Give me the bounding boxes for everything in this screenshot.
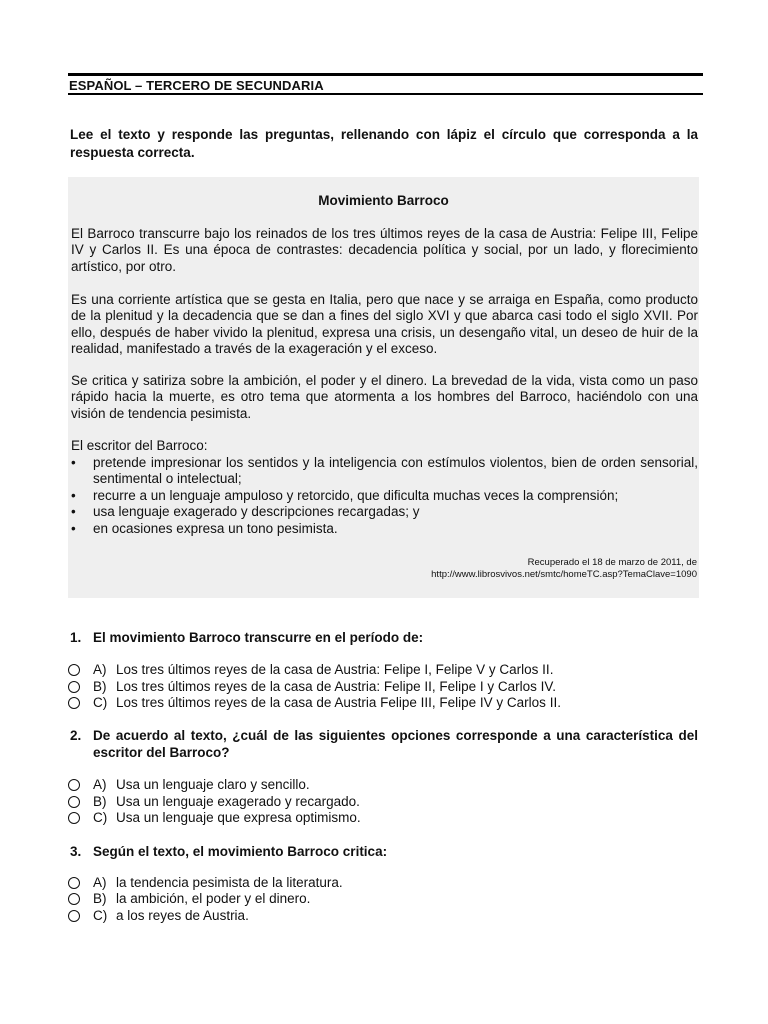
radio-circle-icon[interactable] (68, 664, 80, 676)
list-item: • en ocasiones expresa un tono pesimista. (71, 521, 698, 537)
reading-paragraph-4: El escritor del Barroco: (71, 438, 208, 453)
radio-circle-icon[interactable] (68, 697, 80, 709)
radio-circle-icon[interactable] (68, 681, 80, 693)
option-text: Usa un lenguaje que expresa optimismo. (116, 810, 361, 825)
source-citation (431, 557, 697, 581)
option-letter: C) (93, 810, 108, 825)
source-line-1: Recuperado el 18 de marzo de 2011, de (527, 557, 697, 568)
option-text: Usa un lenguaje claro y sencillo. (116, 777, 310, 792)
option-letter: B) (93, 679, 107, 694)
reading-title: Movimiento Barroco (318, 193, 449, 208)
reading-paragraph-3: Se critica y satiriza sobre la ambición, el poder y el dinero. La brevedad de la vida, vista como un paso rápido hacia la muerte, es otro tema que atormenta a los hombres del Barroco, haciéndolo con una visión de tendencia pesimista. (71, 373, 698, 421)
option-letter: B) (93, 794, 107, 809)
radio-circle-icon[interactable] (68, 910, 80, 922)
question-3 (70, 843, 698, 860)
reading-paragraph-2: Es una corriente artística que se gesta en Italia, pero que nace y se arraiga en España, como producto de la plenitud y la decadencia que se dan a fines del siglo XVI y que abarca casi todo el siglo XVII. Por ello, después de haber vivido la plenitud, expresa una crisis, un desengaño vital, un deseo de huir de la realidad, manifestado a través de la exageración y el exceso. (71, 292, 698, 357)
list-item: • usa lenguaje exagerado y descripciones recargadas; y (71, 504, 698, 520)
radio-circle-icon[interactable] (68, 893, 80, 905)
question-text: De acuerdo al texto, ¿cuál de las siguientes opciones corresponde a una característica del escritor del Barroco? (93, 728, 698, 760)
option-letter: A) (93, 662, 107, 677)
radio-circle-icon[interactable] (68, 877, 80, 889)
option-text: Los tres últimos reyes de la casa de Austria: Felipe II, Felipe I y Carlos IV. (116, 679, 556, 694)
option-text: la tendencia pesimista de la literatura. (116, 875, 343, 890)
list-item: • recurre a un lenguaje ampuloso y retorcido, que dificulta muchas veces la comprensión; (71, 488, 698, 504)
option-text: la ambición, el poder y el dinero. (116, 891, 311, 906)
option-text: Usa un lenguaje exagerado y recargado. (116, 794, 360, 809)
question-text: El movimiento Barroco transcurre en el período de: (93, 630, 424, 645)
reading-paragraph-1: El Barroco transcurre bajo los reinados de los tres últimos reyes de la casa de Austria: Felipe III, Felipe IV y Carlos II. Es una época de contrastes: decadencia política y social, por un lado, y florecimiento artístico, por otro. (71, 226, 698, 274)
option-text: Los tres últimos reyes de la casa de Austria: Felipe I, Felipe V y Carlos II. (116, 662, 554, 677)
document-header (68, 73, 703, 95)
option-letter: A) (93, 777, 107, 792)
option-letter: C) (93, 695, 108, 710)
radio-circle-icon[interactable] (68, 796, 80, 808)
radio-circle-icon[interactable] (68, 779, 80, 791)
option-text: a los reyes de Austria. (116, 908, 249, 923)
source-url: http://www.librosvivos.net/smtc/homeTC.asp?TemaClave=1090 (431, 569, 697, 580)
writer-traits-list (71, 455, 698, 537)
reading-passage (68, 177, 699, 598)
option-letter: A) (93, 875, 107, 890)
list-item: • pretende impresionar los sentidos y la inteligencia con estímulos violentos, bien de orden sensorial, sentimental o intelectual; (71, 455, 698, 488)
question-number: 1. (70, 630, 82, 645)
question-1 (70, 629, 698, 646)
option-letter: B) (93, 891, 107, 906)
header-title: ESPAÑOL – TERCERO DE SECUNDARIA (69, 78, 324, 93)
option-letter: C) (93, 908, 108, 923)
radio-circle-icon[interactable] (68, 812, 80, 824)
option-text: Los tres últimos reyes de la casa de Austria Felipe III, Felipe IV y Carlos II. (116, 695, 561, 710)
question-2 (70, 727, 698, 761)
question-text: Según el texto, el movimiento Barroco critica: (93, 844, 388, 859)
instructions: Lee el texto y responde las preguntas, rellenando con lápiz el círculo que corresponda a la respuesta correcta. (70, 127, 698, 160)
question-number: 3. (70, 844, 82, 859)
question-number: 2. (70, 728, 82, 743)
